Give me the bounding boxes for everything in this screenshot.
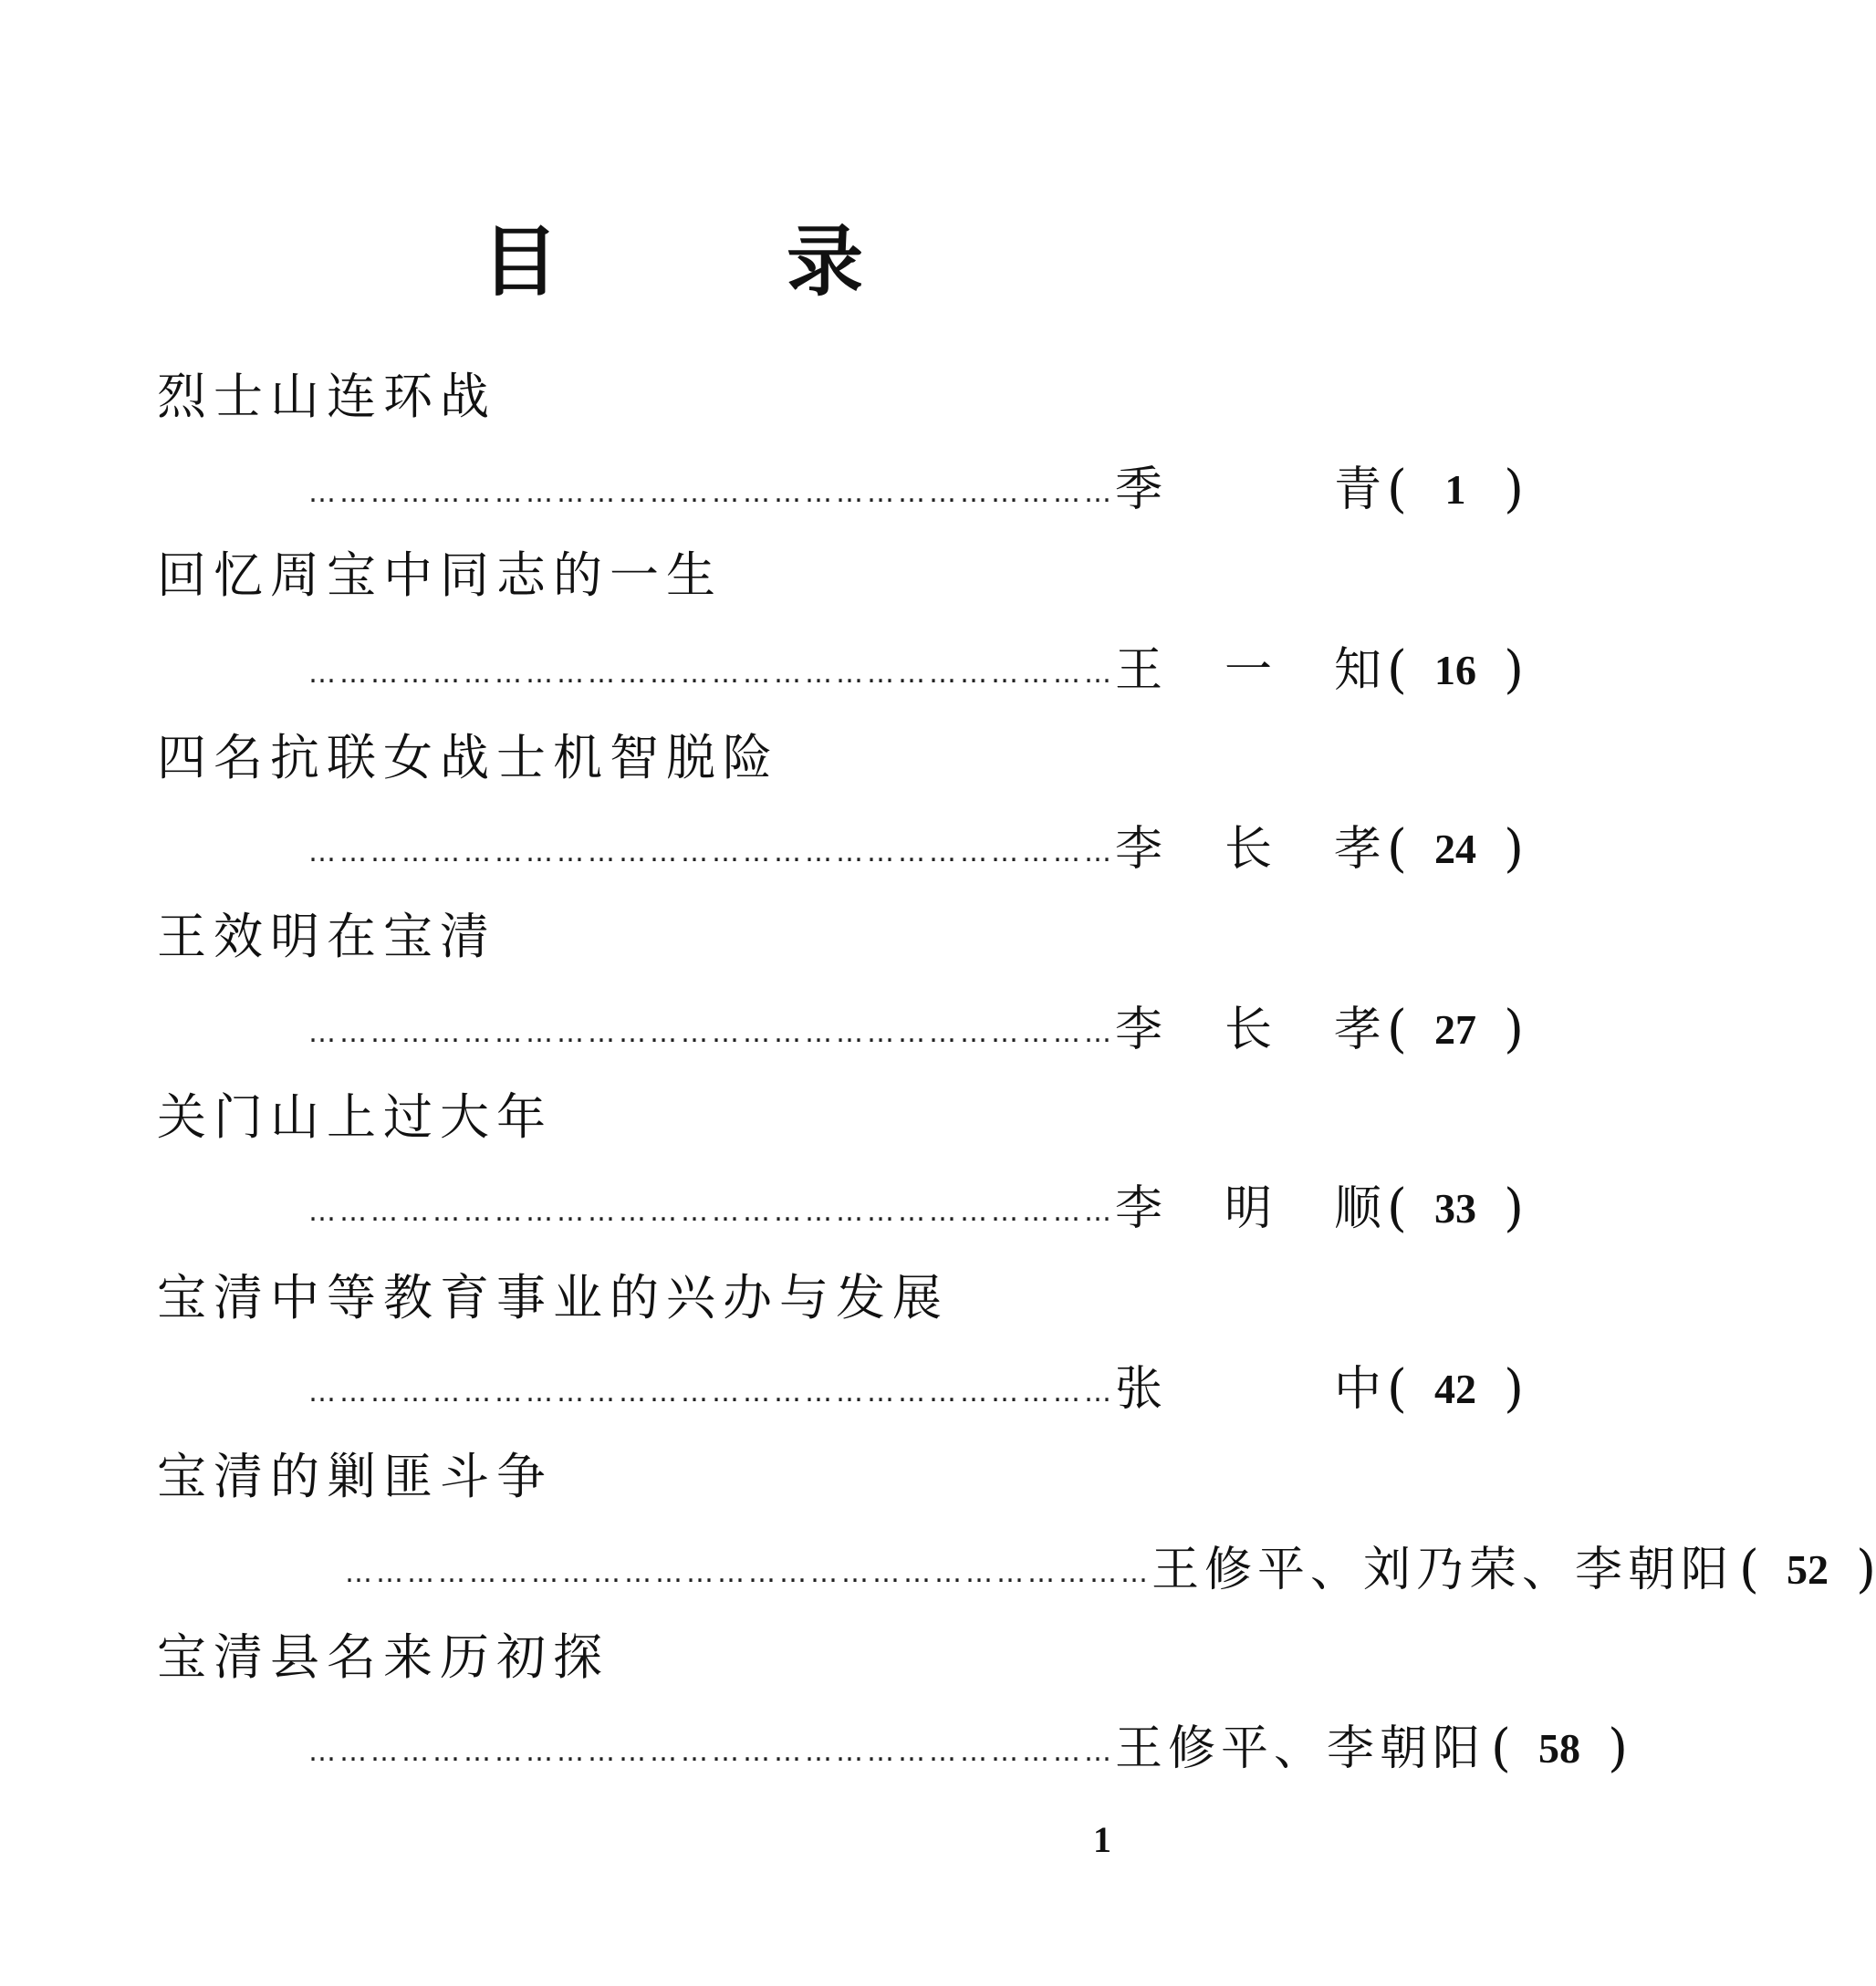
toc-entry-line[interactable] bbox=[308, 817, 1524, 881]
toc-entry-title[interactable]: 四名抗联女战士机智脱险 bbox=[157, 729, 779, 786]
toc-entry-page: ( 24 ) bbox=[1387, 819, 1524, 879]
toc-entry-page: ( 58 ) bbox=[1491, 1719, 1629, 1778]
leader-dots: …………………………………………………………………… bbox=[308, 837, 1115, 868]
toc-entry-author: 王修平、李朝阳 bbox=[1115, 1721, 1486, 1776]
toc-entry-author: 王 一 知 bbox=[1115, 643, 1381, 698]
toc-entry-line[interactable] bbox=[308, 1717, 1629, 1781]
toc-entry-line[interactable] bbox=[308, 639, 1524, 702]
toc-entry-title[interactable]: 王效明在宝清 bbox=[157, 908, 496, 965]
toc-entry-line[interactable] bbox=[308, 1177, 1524, 1241]
toc-entry-line[interactable] bbox=[345, 1538, 1876, 1602]
toc-entry-page: ( 1 ) bbox=[1387, 460, 1524, 519]
toc-entry-line[interactable] bbox=[308, 1357, 1524, 1421]
leader-dots: …………………………………………………………………… bbox=[308, 1736, 1115, 1768]
toc-entry-title[interactable]: 关门山上过大年 bbox=[157, 1088, 553, 1146]
leader-dots: …………………………………………………………………… bbox=[308, 658, 1115, 690]
toc-entry-author: 张 中 bbox=[1115, 1362, 1381, 1417]
leader-dots: …………………………………………………………………… bbox=[308, 1196, 1115, 1228]
toc-entry-page: ( 42 ) bbox=[1387, 1359, 1524, 1419]
toc-entry-title[interactable]: 烈士山连环战 bbox=[157, 368, 496, 425]
page-number: 1 bbox=[1093, 1819, 1111, 1860]
toc-entry-title[interactable]: 宝清的剿匪斗争 bbox=[157, 1448, 553, 1505]
toc-heading bbox=[0, 212, 1345, 312]
leader-dots: …………………………………………………………………… bbox=[308, 477, 1115, 509]
toc-entry-page: ( 52 ) bbox=[1739, 1540, 1876, 1599]
toc-entry-page: ( 16 ) bbox=[1387, 640, 1524, 700]
toc-entry-line[interactable] bbox=[308, 998, 1524, 1062]
toc-entry-page: ( 27 ) bbox=[1387, 1000, 1524, 1059]
toc-entry-author: 李 明 顺 bbox=[1115, 1181, 1381, 1236]
toc-entry-author: 李 长 孝 bbox=[1115, 822, 1381, 877]
toc-entry-author: 王修平、刘乃荣、李朝阳 bbox=[1152, 1543, 1735, 1597]
toc-entry-title[interactable]: 回忆周宝中同志的一生 bbox=[157, 546, 723, 604]
toc-entry-author: 李 长 孝 bbox=[1115, 1003, 1381, 1057]
toc-heading-char-2: 录 bbox=[787, 217, 864, 307]
toc-entry-page: ( 33 ) bbox=[1387, 1179, 1524, 1238]
leader-dots: …………………………………………………………………… bbox=[308, 1377, 1115, 1409]
toc-entry-author: 季 青 bbox=[1115, 463, 1381, 517]
toc-entry-title[interactable]: 宝清县名来历初探 bbox=[157, 1628, 610, 1686]
toc-entry-title[interactable]: 宝清中等教育事业的兴办与发展 bbox=[157, 1269, 949, 1326]
toc-entry-line[interactable] bbox=[308, 458, 1524, 522]
leader-dots: …………………………………………………………………… bbox=[308, 1017, 1115, 1049]
leader-dots: …………………………………………………………………… bbox=[345, 1557, 1152, 1589]
toc-heading-char-1: 目 bbox=[481, 217, 558, 307]
